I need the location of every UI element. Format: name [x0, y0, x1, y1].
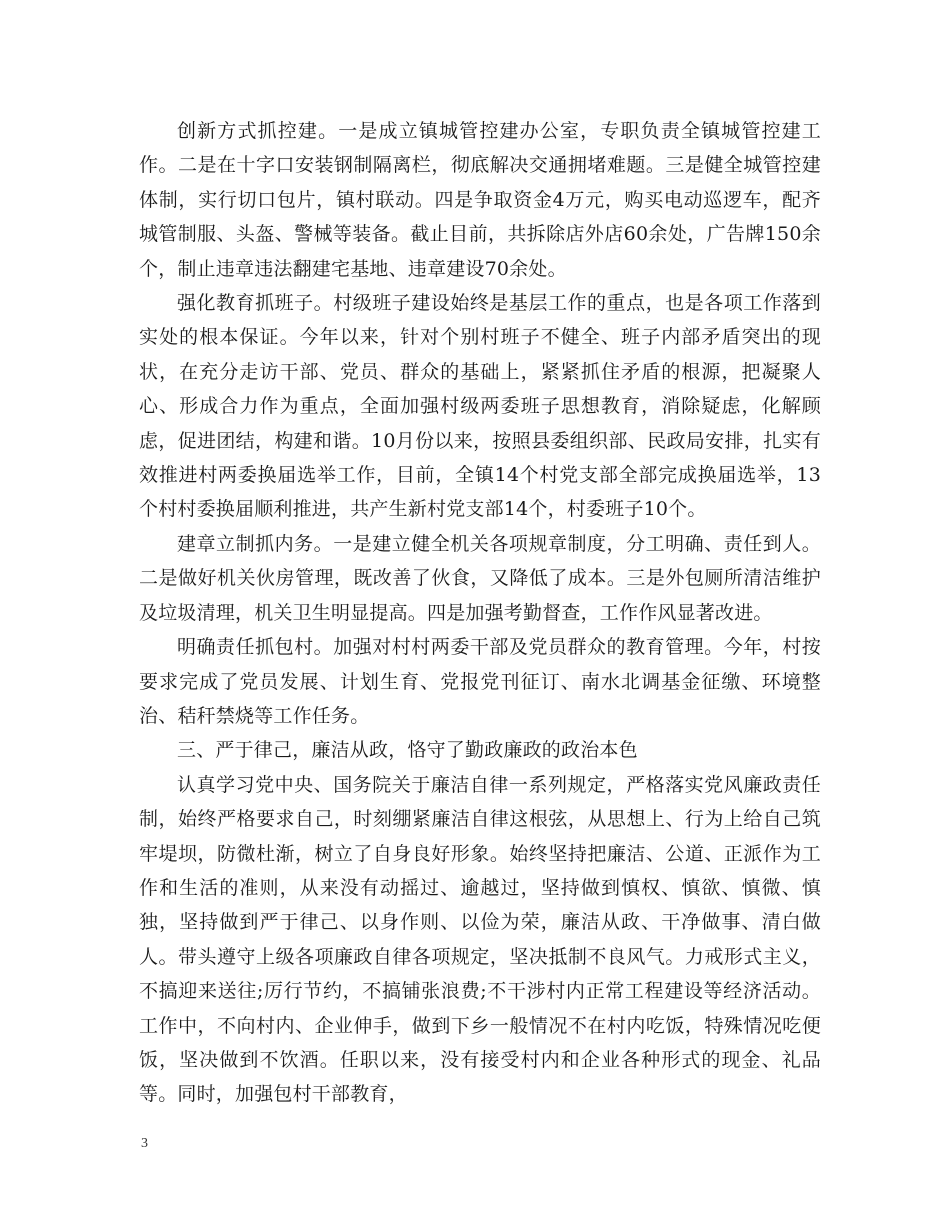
paragraph-internal-affairs: 建章立制抓内务。一是建立健全机关各项规章制度，分工明确、责任到人。二是做好机关伙房管理，既改善了伙食，又降低了成本。三是外包厕所清洁维护及垃圾清理，机关卫生明显提高。四是加强考勤督查，工作作风显著改进。	[139, 532, 821, 624]
page-number: 3	[141, 1136, 148, 1151]
document-body	[139, 114, 821, 1112]
paragraph-innovation: 创新方式抓控建。一是成立镇城管控建办公室，专职负责全镇城管控建工作。二是在十字口安装钢制隔离栏，彻底解决交通拥堵难题。三是健全城管控建体制，实行切口包片，镇村联动。四是争取资金4万元，购买电动巡逻车，配齐城管制服、头盔、警械等装备。截止目前，共拆除店外店60余处，广告牌150余个，制止违章违法翻建宅基地、违章建设70余处。	[139, 120, 821, 280]
paragraph-integrity: 认真学习党中央、国务院关于廉洁自律一系列规定，严格落实党风廉政责任制，始终严格要求自己，时刻绷紧廉洁自律这根弦，从思想上、行为上给自己筑牢堤坝，防微杜渐，树立了自身良好形象。始终坚持把廉洁、公道、正派作为工作和生活的准则，从来没有动摇过、逾越过，坚持做到慎权、慎欲、慎微、慎独，坚持做到严于律己、以身作则、以俭为荣，廉洁从政、干净做事、清白做人。带头遵守上级各项廉政自律各项规定，坚决抵制不良风气。力戒形式主义，不搞迎来送往;厉行节约，不搞铺张浪费;不干涉村内正常工程建设等经济活动。工作中，不向村内、企业伸手，做到下乡一般情况不在村内吃饭，特殊情况吃便饭，坚决做到不饮酒。任职以来，没有接受村内和企业各种形式的现金、礼品等。同时，加强包村干部教育，	[139, 773, 821, 1106]
section-heading: 三、严于律己，廉洁从政，恪守了勤政廉政的政治本色	[177, 739, 638, 762]
paragraph-village-responsibility: 明确责任抓包村。加强对村村两委干部及党员群众的教育管理。今年，村按要求完成了党员发展、计划生育、党报党刊征订、南水北调基金征缴、环境整治、秸秆禁烧等工作任务。	[139, 636, 821, 727]
paragraph-team-building: 强化教育抓班子。村级班子建设始终是基层工作的重点，也是各项工作落到实处的根本保证。今年以来，针对个别村班子不健全、班子内部矛盾突出的现状，在充分走访干部、党员、群众的基础上，紧紧抓住矛盾的根源，把凝聚人心、形成合力作为重点，全面加强村级两委班子思想教育，消除疑虑，化解顾虑，促进团结，构建和谐。10月份以来，按照县委组织部、民政局安排，扎实有效推进村两委换届选举工作，目前，全镇14个村党支部全部完成换届选举，13个村村委换届顺利推进，共产生新村党支部14个，村委班子10个。	[139, 292, 821, 521]
